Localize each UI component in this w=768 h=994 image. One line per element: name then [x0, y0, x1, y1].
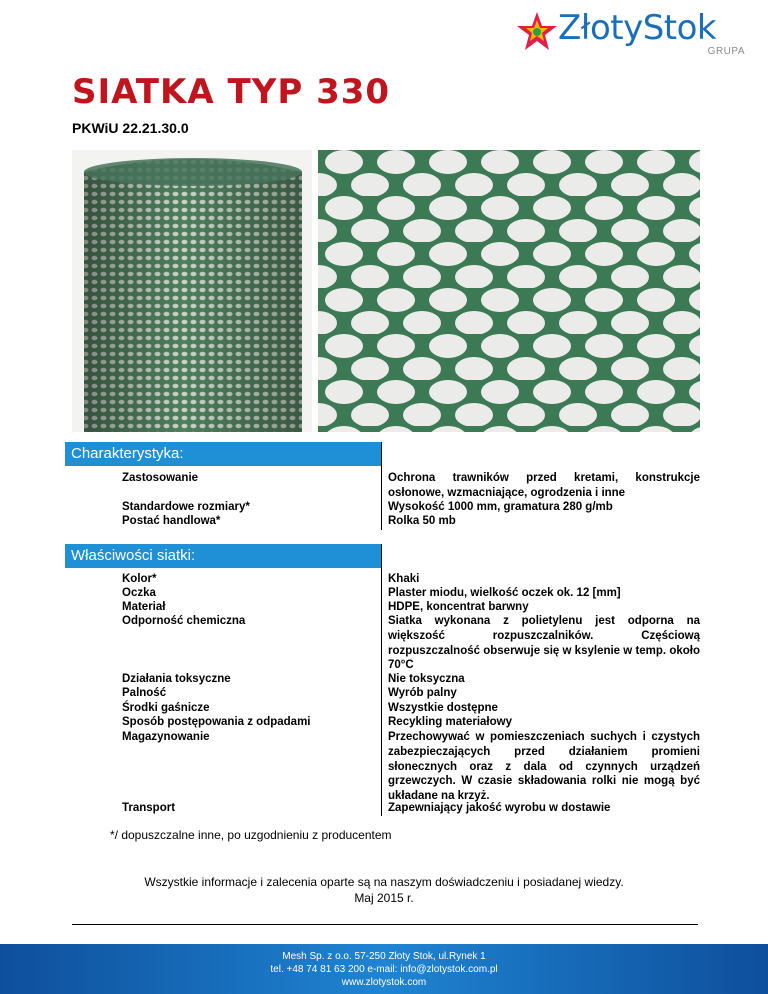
prop-label: Magazynowanie: [122, 731, 210, 743]
section-header-properties: Właściwości siatki:: [65, 544, 381, 568]
prop-value: HDPE, koncentrat barwny: [388, 601, 529, 613]
footnote: */ dopuszczalne inne, po uzgodnieniu z producentem: [110, 828, 392, 842]
section-divider: [381, 442, 382, 466]
footer-website: www.zlotystok.com: [341, 977, 427, 988]
logo-subtext: GRUPA: [707, 46, 745, 57]
char-label: Zastosowanie: [122, 472, 199, 484]
logo-star-icon: [515, 10, 559, 54]
page-title: SIATKA TYP 330: [72, 72, 391, 112]
disclaimer-text: Wszystkie informacje i zalecenia oparte są na naszym doświadczeniu i posiadanej wiedzy.: [144, 875, 624, 889]
footer-address: Mesh Sp. z o.o. 57-250 Złoty Stok, ul.Rynek 1: [282, 951, 486, 962]
char-value: Rolka 50 mb: [388, 515, 456, 527]
prop-label: Kolor*: [122, 573, 157, 585]
char-label: Postać handlowa*: [122, 515, 221, 527]
char-value: Wysokość 1000 mm, gramatura 280 g/mb: [388, 501, 613, 513]
prop-value: Plaster miodu, wielkość oczek ok. 12 [mm]: [388, 587, 621, 599]
prop-value: Nie toksyczna: [388, 673, 465, 685]
footer-bar: [0, 944, 768, 994]
prop-label: Odporność chemiczna: [122, 615, 246, 627]
char-label: Standardowe rozmiary*: [122, 501, 250, 513]
disclaimer: [70, 874, 698, 906]
section-divider: [381, 544, 382, 568]
prop-value: Przechowywać w pomieszczeniach suchych i czystych zabezpieczających przed działaniem promieni słonecznych oraz z dala od czynnych urządzeń grzewczych. W czasie składowania rolki nie mogą być układane na krzyż.: [388, 731, 700, 803]
prop-value: Zapewniający jakość wyrobu w dostawie: [388, 802, 611, 814]
table-divider: [381, 568, 382, 816]
prop-value: Wyrób palny: [388, 687, 457, 699]
horizontal-rule: [72, 924, 698, 925]
prop-label: Działania toksyczne: [122, 673, 231, 685]
pkwiu-code: PKWiU 22.21.30.0: [72, 120, 189, 136]
prop-value: Khaki: [388, 573, 420, 585]
prop-label: Środki gaśnicze: [122, 702, 210, 714]
char-value: Ochrona trawników przed kretami, konstrukcje osłonowe, wzmacniające, ogrodzenia i inne: [388, 472, 700, 499]
prop-value: Wszystkie dostępne: [388, 702, 498, 714]
prop-label: Materiał: [122, 601, 166, 613]
table-divider: [381, 466, 382, 530]
company-logo: [515, 8, 755, 68]
footer-contact: tel. +48 74 81 63 200 e-mail: info@zlotystok.com.pl: [270, 964, 498, 975]
logo-wordmark: ZłotyStok: [558, 8, 717, 48]
disclaimer-date: Maj 2015 r.: [354, 891, 414, 905]
prop-value: Recykling materiałowy: [388, 716, 512, 728]
prop-label: Palność: [122, 687, 167, 699]
prop-label: Oczka: [122, 587, 156, 599]
mesh-closeup-photo: [318, 150, 700, 432]
prop-value: Siatka wykonana z polietylenu jest odporna na większość rozpuszczalników. Częściową rozpuszczalność obserwuje się w ksylenie w temp. około 70°C: [388, 615, 700, 672]
prop-label: Transport: [122, 802, 176, 814]
prop-label: Sposób postępowania z odpadami: [122, 716, 311, 728]
roll-photo: [72, 150, 312, 432]
section-header-characteristics: Charakterystyka:: [65, 442, 381, 466]
